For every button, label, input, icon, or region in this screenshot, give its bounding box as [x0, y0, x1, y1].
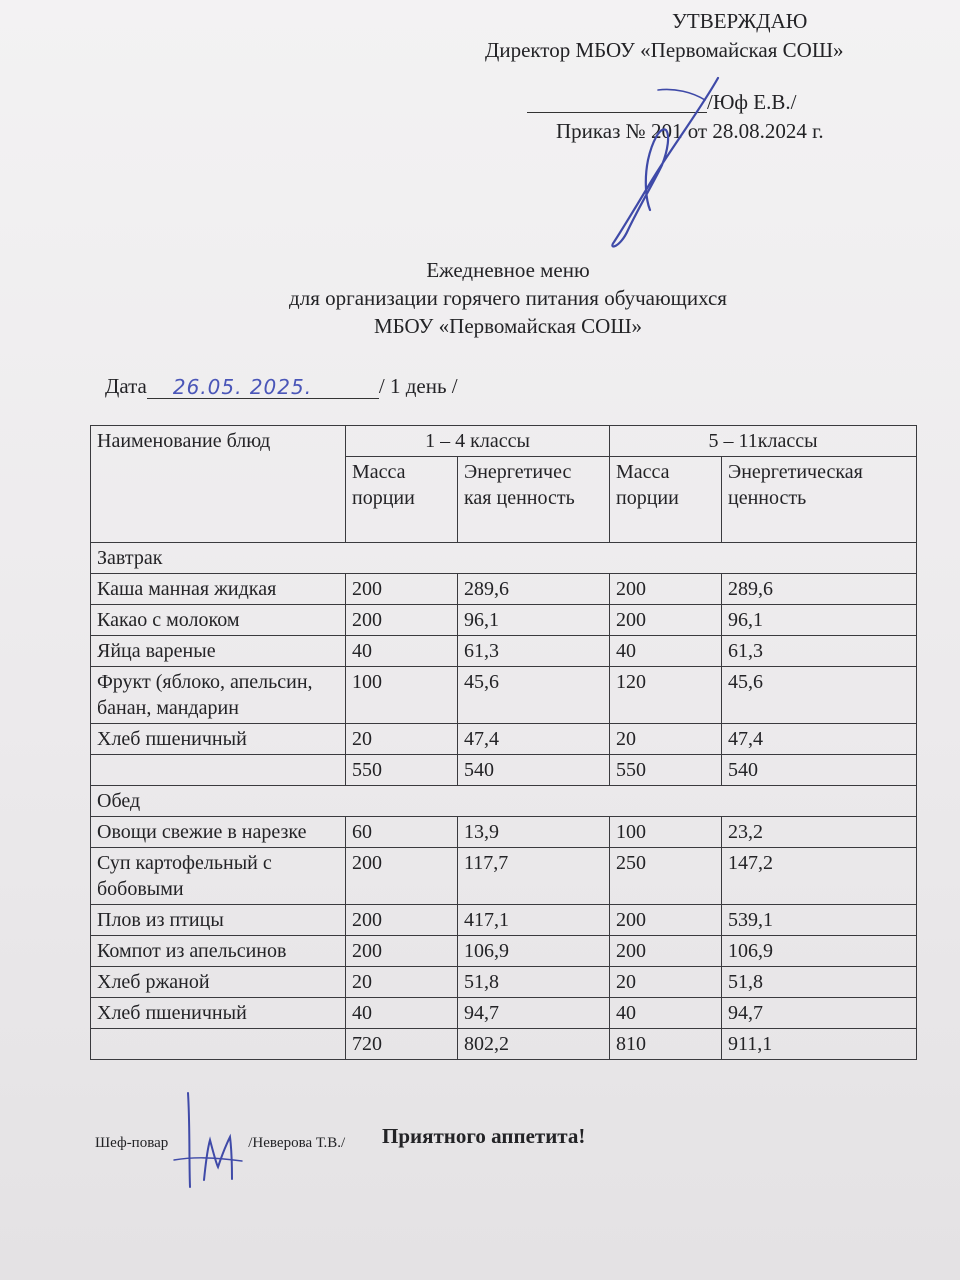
date-line [105, 374, 458, 399]
table-row [91, 724, 917, 755]
mass-2: 40 [610, 998, 722, 1029]
mass-1: 40 [346, 636, 458, 667]
section-lunch [91, 786, 917, 817]
energy-1: 106,9 [458, 936, 610, 967]
energy-2: 147,2 [722, 848, 917, 905]
mass-2: 200 [610, 605, 722, 636]
header-mass-2: Масса порции [610, 457, 722, 543]
energy-2: 23,2 [722, 817, 917, 848]
mass-2: 20 [610, 967, 722, 998]
title-line-1: Ежедневное меню [426, 258, 590, 282]
mass-1: 20 [346, 967, 458, 998]
energy-1: 47,4 [458, 724, 610, 755]
table-row [91, 967, 917, 998]
dish-name: Яйца вареные [91, 636, 346, 667]
energy-2: 106,9 [722, 936, 917, 967]
energy-1: 96,1 [458, 605, 610, 636]
energy-2: 51,8 [722, 967, 917, 998]
dish-name: Хлеб пшеничный [91, 998, 346, 1029]
energy-1: 51,8 [458, 967, 610, 998]
breakfast-total-row [91, 755, 917, 786]
section-breakfast [91, 543, 917, 574]
header-energy-2: Энергетическая ценность [722, 457, 917, 543]
date-day: / 1 день / [378, 374, 458, 398]
energy-2: 94,7 [722, 998, 917, 1029]
chef-line [95, 1135, 345, 1152]
menu-table [90, 425, 917, 1060]
title-line-2: для организации горячего питания обучающихся [289, 286, 727, 310]
dish-name: Каша манная жидкая [91, 574, 346, 605]
header-mass-1: Масса порции [346, 457, 458, 543]
table-header-row [91, 426, 917, 457]
table-row [91, 848, 917, 905]
dish-name: Хлеб пшеничный [91, 724, 346, 755]
energy-2: 61,3 [722, 636, 917, 667]
date-label: Дата [105, 374, 147, 398]
dish-name: Плов из птицы [91, 905, 346, 936]
total-label-empty [91, 1029, 346, 1060]
table-row [91, 998, 917, 1029]
header-group-2: 5 – 11классы [610, 426, 917, 457]
energy-1: 117,7 [458, 848, 610, 905]
energy-2: 45,6 [722, 667, 917, 724]
energy-1: 417,1 [458, 905, 610, 936]
mass-2: 250 [610, 848, 722, 905]
table-row [91, 817, 917, 848]
total-energy-2: 911,1 [722, 1029, 917, 1060]
mass-1: 200 [346, 605, 458, 636]
table-row [91, 905, 917, 936]
energy-1: 45,6 [458, 667, 610, 724]
mass-1: 200 [346, 574, 458, 605]
title-line-3: МБОУ «Первомайская СОШ» [373, 314, 643, 338]
lunch-total-row [91, 1029, 917, 1060]
table-row [91, 667, 917, 724]
chef-label: Шеф-повар [95, 1135, 169, 1151]
energy-1: 289,6 [458, 574, 610, 605]
total-energy-1: 802,2 [458, 1029, 610, 1060]
total-mass-1: 720 [346, 1029, 458, 1060]
mass-2: 200 [610, 574, 722, 605]
date-value: 26.05. 2025. [147, 375, 379, 399]
dish-name: Хлеб ржаной [91, 967, 346, 998]
total-mass-2: 810 [610, 1029, 722, 1060]
dish-name: Какао с молоком [91, 605, 346, 636]
header-energy-1: Энергетичес кая ценность [458, 457, 610, 543]
table-row [91, 605, 917, 636]
mass-1: 60 [346, 817, 458, 848]
header-dish: Наименование блюд [91, 426, 346, 543]
approval-order: Приказ № 201 от 28.08.2024 г. [556, 119, 824, 143]
mass-2: 40 [610, 636, 722, 667]
energy-2: 539,1 [722, 905, 917, 936]
dish-name: Фрукт (яблоко, апельсин, банан, мандарин [91, 667, 346, 724]
bon-appetit: Приятного аппетита! [382, 1124, 586, 1148]
signature-underline [527, 94, 707, 113]
total-mass-2: 550 [610, 755, 722, 786]
mass-1: 100 [346, 667, 458, 724]
dish-name: Компот из апельсинов [91, 936, 346, 967]
table-row [91, 574, 917, 605]
total-energy-1: 540 [458, 755, 610, 786]
mass-2: 120 [610, 667, 722, 724]
mass-2: 200 [610, 905, 722, 936]
energy-1: 94,7 [458, 998, 610, 1029]
approval-heading: УТВЕРЖДАЮ [672, 9, 808, 33]
energy-2: 289,6 [722, 574, 917, 605]
header-group-1: 1 – 4 классы [346, 426, 610, 457]
total-energy-2: 540 [722, 755, 917, 786]
energy-2: 96,1 [722, 605, 917, 636]
chef-name: /Неверова Т.В./ [248, 1135, 346, 1151]
mass-2: 20 [610, 724, 722, 755]
total-mass-1: 550 [346, 755, 458, 786]
mass-2: 200 [610, 936, 722, 967]
table-row [91, 636, 917, 667]
table-row [91, 936, 917, 967]
mass-1: 200 [346, 848, 458, 905]
section-title: Обед [91, 786, 917, 817]
energy-1: 13,9 [458, 817, 610, 848]
mass-1: 200 [346, 905, 458, 936]
energy-1: 61,3 [458, 636, 610, 667]
approval-signature-name: /Юф Е.В./ [707, 90, 797, 114]
total-label-empty [91, 755, 346, 786]
dish-name: Овощи свежие в нарезке [91, 817, 346, 848]
dish-name: Суп картофельный с бобовыми [91, 848, 346, 905]
approval-director: Директор МБОУ «Первомайская СОШ» [485, 38, 844, 62]
section-title: Завтрак [91, 543, 917, 574]
mass-1: 20 [346, 724, 458, 755]
energy-2: 47,4 [722, 724, 917, 755]
mass-1: 40 [346, 998, 458, 1029]
mass-2: 100 [610, 817, 722, 848]
mass-1: 200 [346, 936, 458, 967]
approval-signature-line [527, 92, 796, 113]
